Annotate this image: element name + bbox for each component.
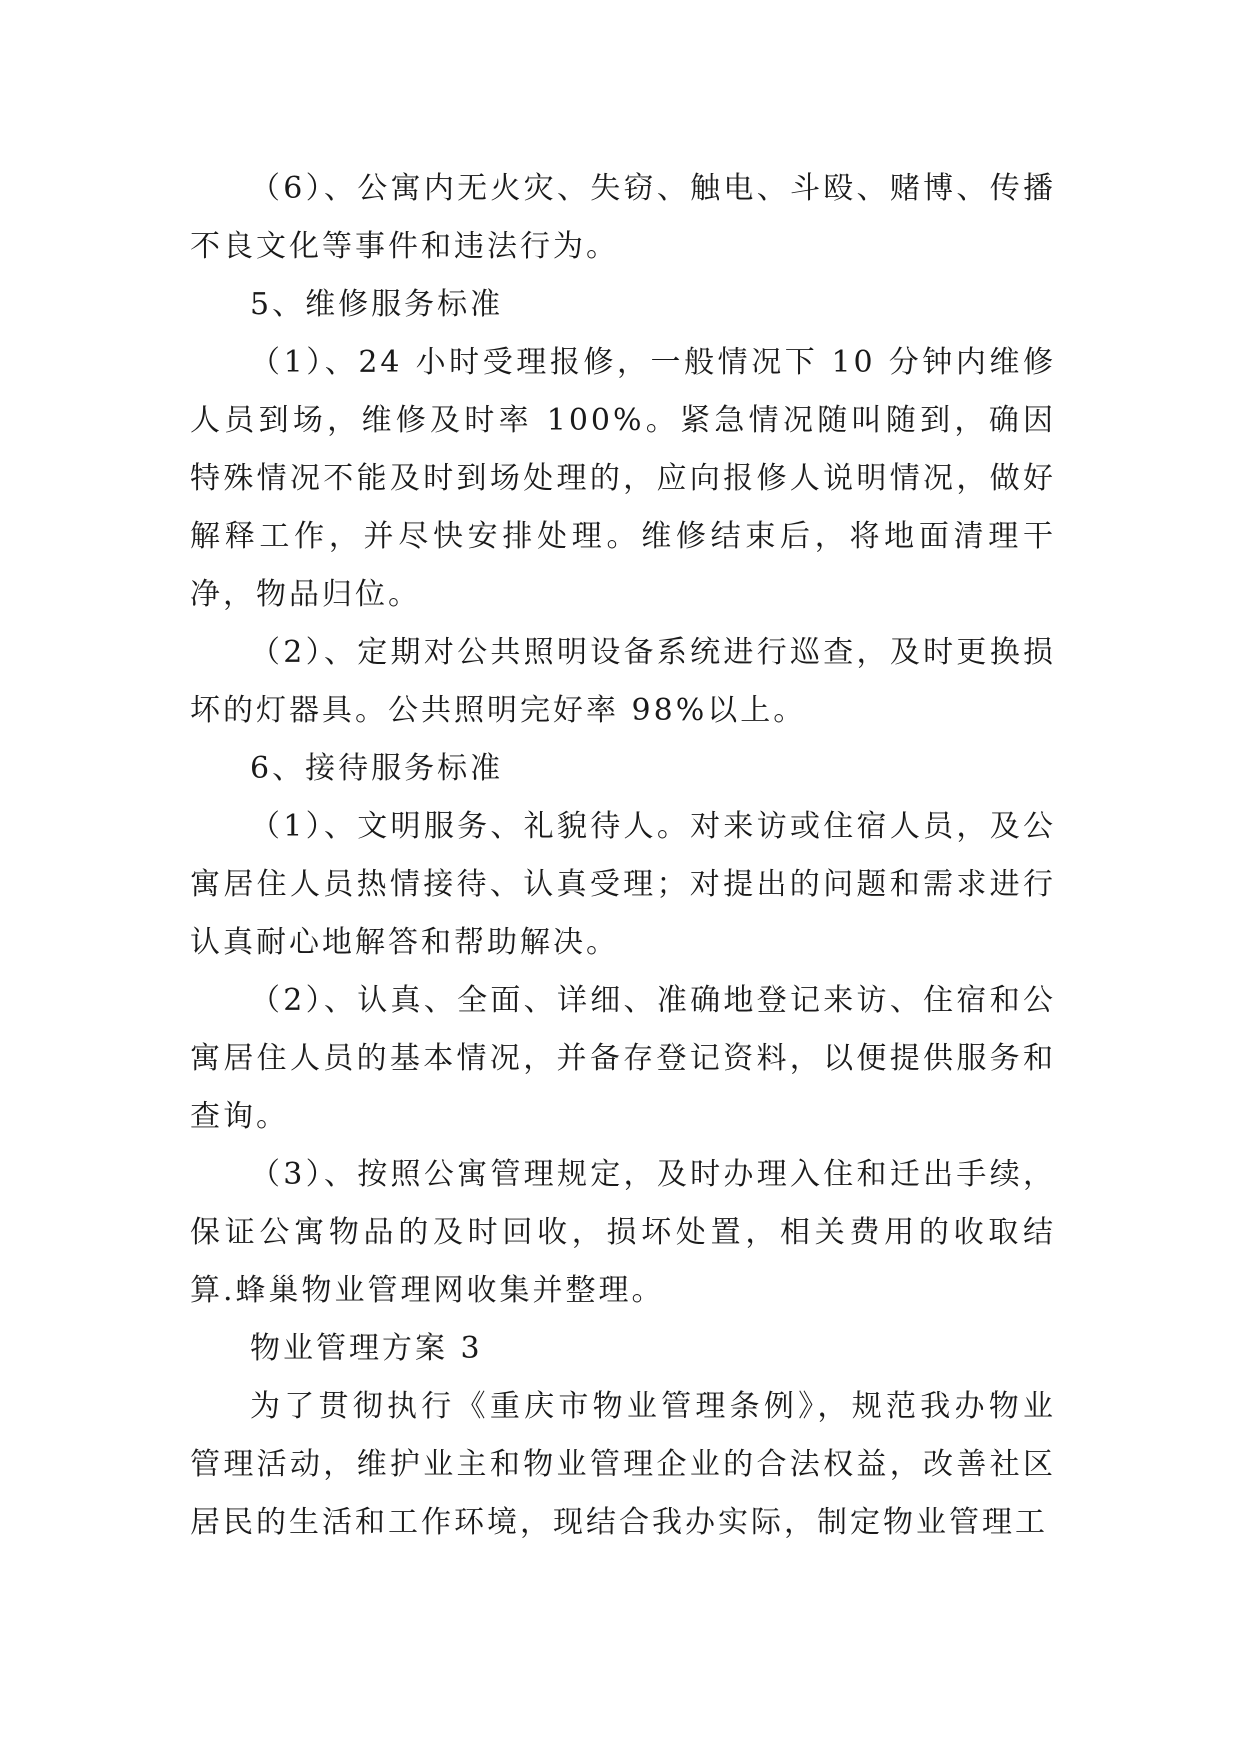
heading-repair-standard: 5、维修服务标准 [250,287,504,322]
paragraph-civil-service: （1）、文明服务、礼貌待人。对来访或住宿人员，及公寓居住人员热情接待、认真受理；对提出的问题和需求进行认真耐心地解答和帮助解决。 [190,809,1056,960]
document-body [190,160,1056,1552]
paragraph-lighting-inspection: （2）、定期对公共照明设备系统进行巡查，及时更换损坏的灯器具。公共照明完好率 98%以上。 [190,635,1056,728]
paragraph-repair-24h: （1）、24 小时受理报修，一般情况下 10 分钟内维修人员到场，维修及时率 100%。紧急情况随叫随到，确因特殊情况不能及时到场处理的，应向报修人说明情况，做好解释工作，并尽快安排处理。维修结束后，将地面清理干净，物品归位。 [190,345,1056,612]
paragraph-fire-safety: （6）、公寓内无火灾、失窃、触电、斗殴、赌博、传播不良文化等事件和违法行为。 [190,171,1056,264]
heading-plan-3: 物业管理方案 3 [250,1331,483,1366]
paragraph-plan-intro: 为了贯彻执行《重庆市物业管理条例》，规范我办物业管理活动，维护业主和物业管理企业的合法权益，改善社区居民的生活和工作环境，现结合我办实际，制定物业管理工 [190,1389,1056,1540]
paragraph-registration: （2）、认真、全面、详细、准确地登记来访、住宿和公寓居住人员的基本情况，并备存登记资料，以便提供服务和查询。 [190,983,1056,1134]
paragraph-checkin-checkout: （3）、按照公寓管理规定，及时办理入住和迁出手续，保证公寓物品的及时回收，损坏处置，相关费用的收取结算.蜂巢物业管理网收集并整理。 [190,1157,1056,1308]
heading-reception-standard: 6、接待服务标准 [250,751,504,786]
